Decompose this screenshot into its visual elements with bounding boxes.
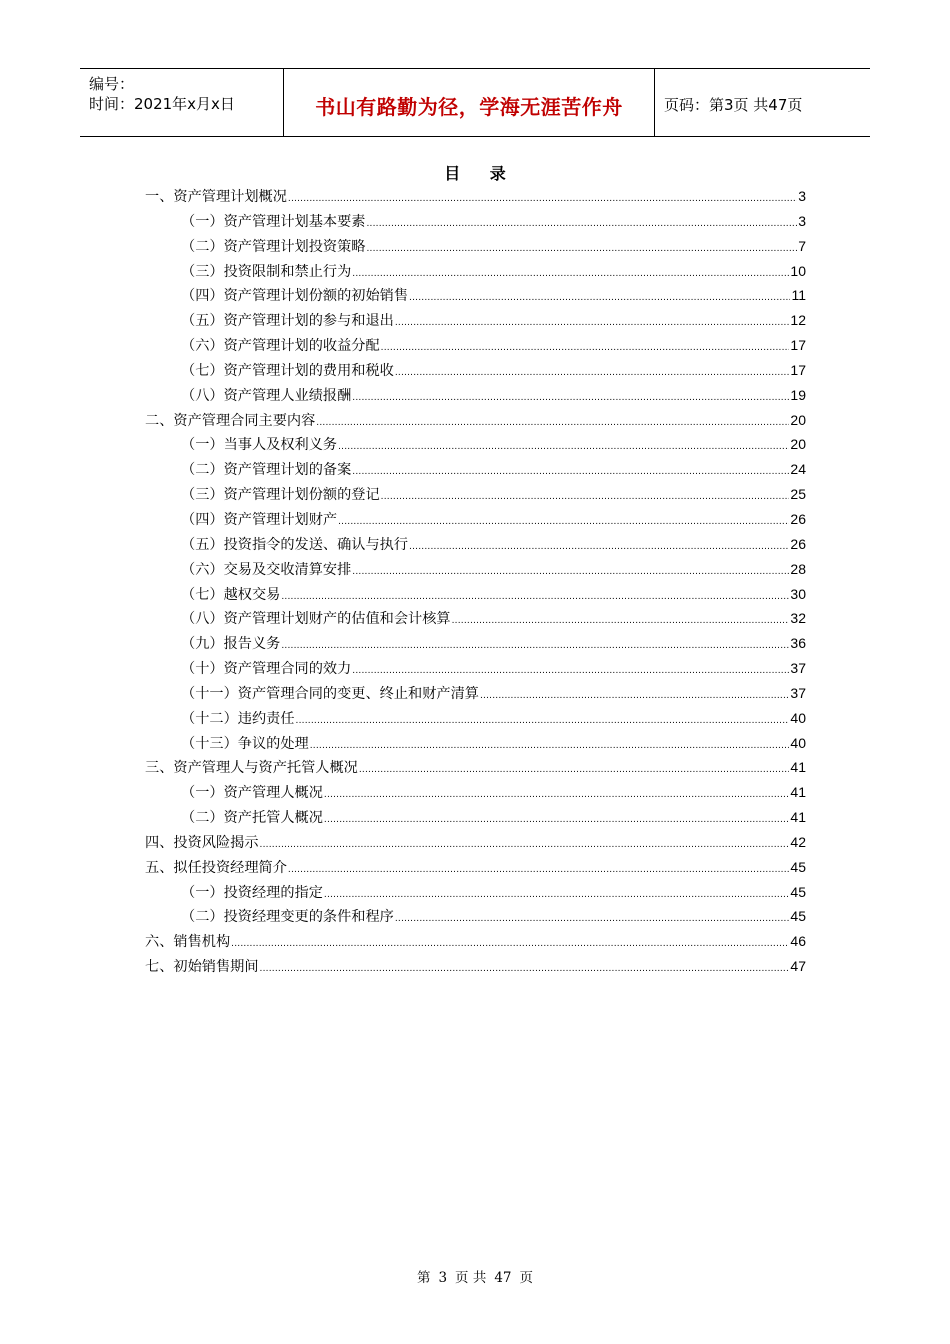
toc-leader-dots	[352, 386, 789, 411]
toc-entry-page: 41	[790, 809, 806, 826]
toc-entry-page: 12	[790, 312, 806, 329]
toc-entry-page: 40	[790, 734, 806, 751]
toc-leader-dots	[381, 485, 790, 510]
toc-entry-label: （十三）争议的处理	[181, 735, 309, 752]
toc-entry[interactable]	[145, 507, 806, 532]
toc-entry-label: （二）投资经理变更的条件和程序	[181, 909, 394, 926]
page-footer	[0, 1266, 950, 1286]
toc-entry-page: 26	[790, 535, 806, 552]
toc-leader-dots	[359, 758, 790, 783]
toc-entry-page: 45	[790, 858, 806, 875]
toc-entry[interactable]	[145, 333, 806, 358]
toc-leader-dots	[281, 634, 789, 659]
toc-entry-label: 一、资产管理计划概况	[145, 189, 287, 205]
toc-entry-label: （二）资产管理计划投资策略	[181, 238, 366, 255]
toc-entry[interactable]	[145, 731, 806, 756]
toc-entry-label: （一）资产管理计划基本要素	[181, 213, 366, 230]
toc-entry[interactable]	[145, 954, 806, 979]
toc-entry-label: （十一）资产管理合同的变更、终止和财产清算	[181, 685, 479, 702]
header-page-info: 页码：第3页 共47页	[664, 96, 803, 114]
toc-entry-page: 20	[790, 436, 806, 453]
toc-entry[interactable]	[145, 532, 806, 557]
toc-entry-page: 3	[798, 188, 806, 204]
toc-entry-page: 45	[790, 883, 806, 900]
toc-leader-dots	[324, 883, 790, 908]
toc-entry-label: 五、拟任投资经理简介	[145, 859, 287, 876]
toc-entry-page: 41	[790, 784, 806, 801]
toc-leader-dots	[452, 609, 790, 634]
toc-entry[interactable]	[145, 631, 806, 656]
toc-entry[interactable]	[145, 582, 806, 607]
toc-leader-dots	[352, 659, 789, 684]
toc-entry[interactable]	[145, 830, 806, 855]
toc-entry[interactable]	[145, 755, 806, 780]
toc-entry-page: 11	[791, 287, 806, 304]
toc-leader-dots	[395, 907, 790, 932]
toc-entry-label: （六）交易及交收清算安排	[181, 561, 352, 578]
toc-leader-dots	[352, 262, 789, 287]
footer-total-pages: 47	[494, 1270, 512, 1286]
toc-entry[interactable]	[145, 234, 806, 259]
toc-entry[interactable]	[145, 383, 806, 408]
toc-leader-dots	[324, 808, 790, 833]
toc-leader-dots	[316, 411, 789, 436]
toc-entry-page: 7	[798, 237, 806, 254]
toc-entry[interactable]	[145, 606, 806, 631]
toc-entry[interactable]	[145, 855, 806, 880]
toc-entry-label: （一）资产管理人概况	[181, 785, 323, 802]
toc-entry-label: （二）资产托管人概况	[181, 810, 323, 827]
toc-entry[interactable]	[145, 706, 806, 731]
toc-entry-label: （一）当事人及权利义务	[181, 437, 338, 454]
toc-entry-page: 20	[790, 411, 806, 428]
toc-entry-page: 24	[790, 461, 806, 478]
toc-entry[interactable]	[145, 557, 806, 582]
document-number-label: 编号：	[89, 75, 135, 93]
footer-mid: 页 共	[455, 1270, 487, 1286]
toc-entry-label: （五）资产管理计划的参与和退出	[181, 313, 394, 330]
toc-entry-page: 47	[790, 958, 806, 975]
toc-leader-dots	[395, 311, 790, 336]
toc-entry-label: （五）投资指令的发送、确认与执行	[181, 536, 409, 553]
toc-entry-page: 37	[790, 684, 806, 701]
toc-leader-dots	[395, 361, 790, 386]
toc-entry-label: （四）资产管理计划财产	[181, 511, 338, 528]
toc-entry[interactable]	[145, 805, 806, 830]
toc-entry[interactable]	[145, 308, 806, 333]
toc-leader-dots	[338, 510, 789, 535]
toc-entry-page: 42	[790, 833, 806, 850]
toc-title: 目 录	[444, 164, 518, 183]
toc-entry-page: 19	[790, 386, 806, 403]
toc-leader-dots	[381, 336, 790, 361]
toc-entry-page: 17	[790, 361, 806, 378]
toc-entry-label: （四）资产管理计划份额的初始销售	[181, 288, 409, 305]
toc-leader-dots	[260, 833, 790, 858]
toc-entry-label: （八）资产管理计划财产的估值和会计核算	[181, 611, 451, 628]
toc-leader-dots	[260, 957, 790, 982]
toc-entry-page: 46	[790, 933, 806, 950]
toc-leader-dots	[352, 560, 789, 585]
toc-entry-label: （三）资产管理计划份额的登记	[181, 487, 380, 504]
toc-leader-dots	[288, 187, 797, 212]
toc-entry-page: 30	[790, 585, 806, 602]
toc-entry[interactable]	[145, 904, 806, 929]
toc-leader-dots	[310, 734, 790, 759]
header-page-cell	[655, 69, 870, 136]
toc-leader-dots	[338, 435, 789, 460]
toc-entry-label: 三、资产管理人与资产托管人概况	[145, 760, 358, 777]
page-header	[80, 68, 870, 137]
toc-leader-dots	[409, 286, 790, 311]
toc-entry[interactable]	[145, 929, 806, 954]
header-motto: 书山有路勤为径，学海无涯苦作舟	[315, 95, 623, 119]
footer-page-number: 3	[438, 1270, 448, 1286]
toc-entry-label: （十）资产管理合同的效力	[181, 661, 352, 678]
toc-entry[interactable]	[145, 681, 806, 706]
toc-entry-page: 40	[790, 709, 806, 726]
toc-entry-page: 26	[790, 510, 806, 527]
toc-entry-label: 四、投资风险揭示	[145, 834, 259, 851]
toc-entry-page: 17	[790, 337, 806, 354]
toc-entry-label: （二）资产管理计划的备案	[181, 462, 352, 479]
toc-entry-label: （一）投资经理的指定	[181, 884, 323, 901]
toc-entry-page: 37	[790, 660, 806, 677]
toc-entry-label: （十二）违约责任	[181, 710, 295, 727]
toc-leader-dots	[288, 858, 790, 883]
toc-leader-dots	[296, 709, 790, 734]
toc-entry[interactable]	[145, 358, 806, 383]
toc-entry-page: 10	[790, 262, 806, 279]
toc-entry-page: 41	[790, 759, 806, 776]
toc-entry[interactable]	[145, 780, 806, 805]
document-time-label: 时间：2021年x月x日	[89, 95, 235, 113]
toc-entry-label: （六）资产管理计划的收益分配	[181, 338, 380, 355]
header-meta-cell	[80, 69, 284, 136]
header-motto-cell	[284, 69, 655, 136]
toc-entry-label: （三）投资限制和禁止行为	[181, 263, 352, 280]
toc-leader-dots	[480, 684, 789, 709]
toc-entry[interactable]	[145, 482, 806, 507]
toc-entry-label: 六、销售机构	[145, 934, 231, 951]
toc-entry-label: （七）资产管理计划的费用和税收	[181, 362, 394, 379]
toc-entry-label: 二、资产管理合同主要内容	[145, 412, 316, 429]
footer-prefix: 第	[416, 1270, 431, 1286]
toc-entry-label: （八）资产管理人业绩报酬	[181, 387, 352, 404]
toc-entry[interactable]	[145, 184, 806, 209]
toc-entry-page: 45	[790, 908, 806, 925]
toc-entry-page: 36	[790, 635, 806, 652]
toc-entry[interactable]	[145, 457, 806, 482]
toc-entry[interactable]	[145, 880, 806, 905]
toc-entry[interactable]	[145, 408, 806, 433]
toc-entry[interactable]	[145, 259, 806, 284]
toc-entry[interactable]	[145, 283, 806, 308]
toc-entry[interactable]	[145, 209, 806, 234]
toc-entry[interactable]	[145, 656, 806, 681]
footer-suffix: 页	[519, 1270, 534, 1286]
table-of-contents	[145, 184, 806, 979]
toc-leader-dots	[324, 783, 790, 808]
toc-entry-label: （九）报告义务	[181, 636, 281, 653]
toc-entry[interactable]	[145, 432, 806, 457]
toc-entry-label: 七、初始销售期间	[145, 959, 259, 976]
toc-leader-dots	[366, 212, 797, 237]
toc-leader-dots	[366, 237, 797, 262]
toc-entry-page: 28	[790, 560, 806, 577]
toc-leader-dots	[409, 535, 789, 560]
toc-leader-dots	[352, 460, 789, 485]
toc-leader-dots	[281, 585, 789, 610]
toc-entry-label: （七）越权交易	[181, 586, 281, 603]
toc-entry-page: 32	[790, 610, 806, 627]
toc-entry-page: 25	[790, 486, 806, 503]
toc-entry-page: 3	[798, 212, 806, 229]
toc-leader-dots	[231, 932, 789, 957]
